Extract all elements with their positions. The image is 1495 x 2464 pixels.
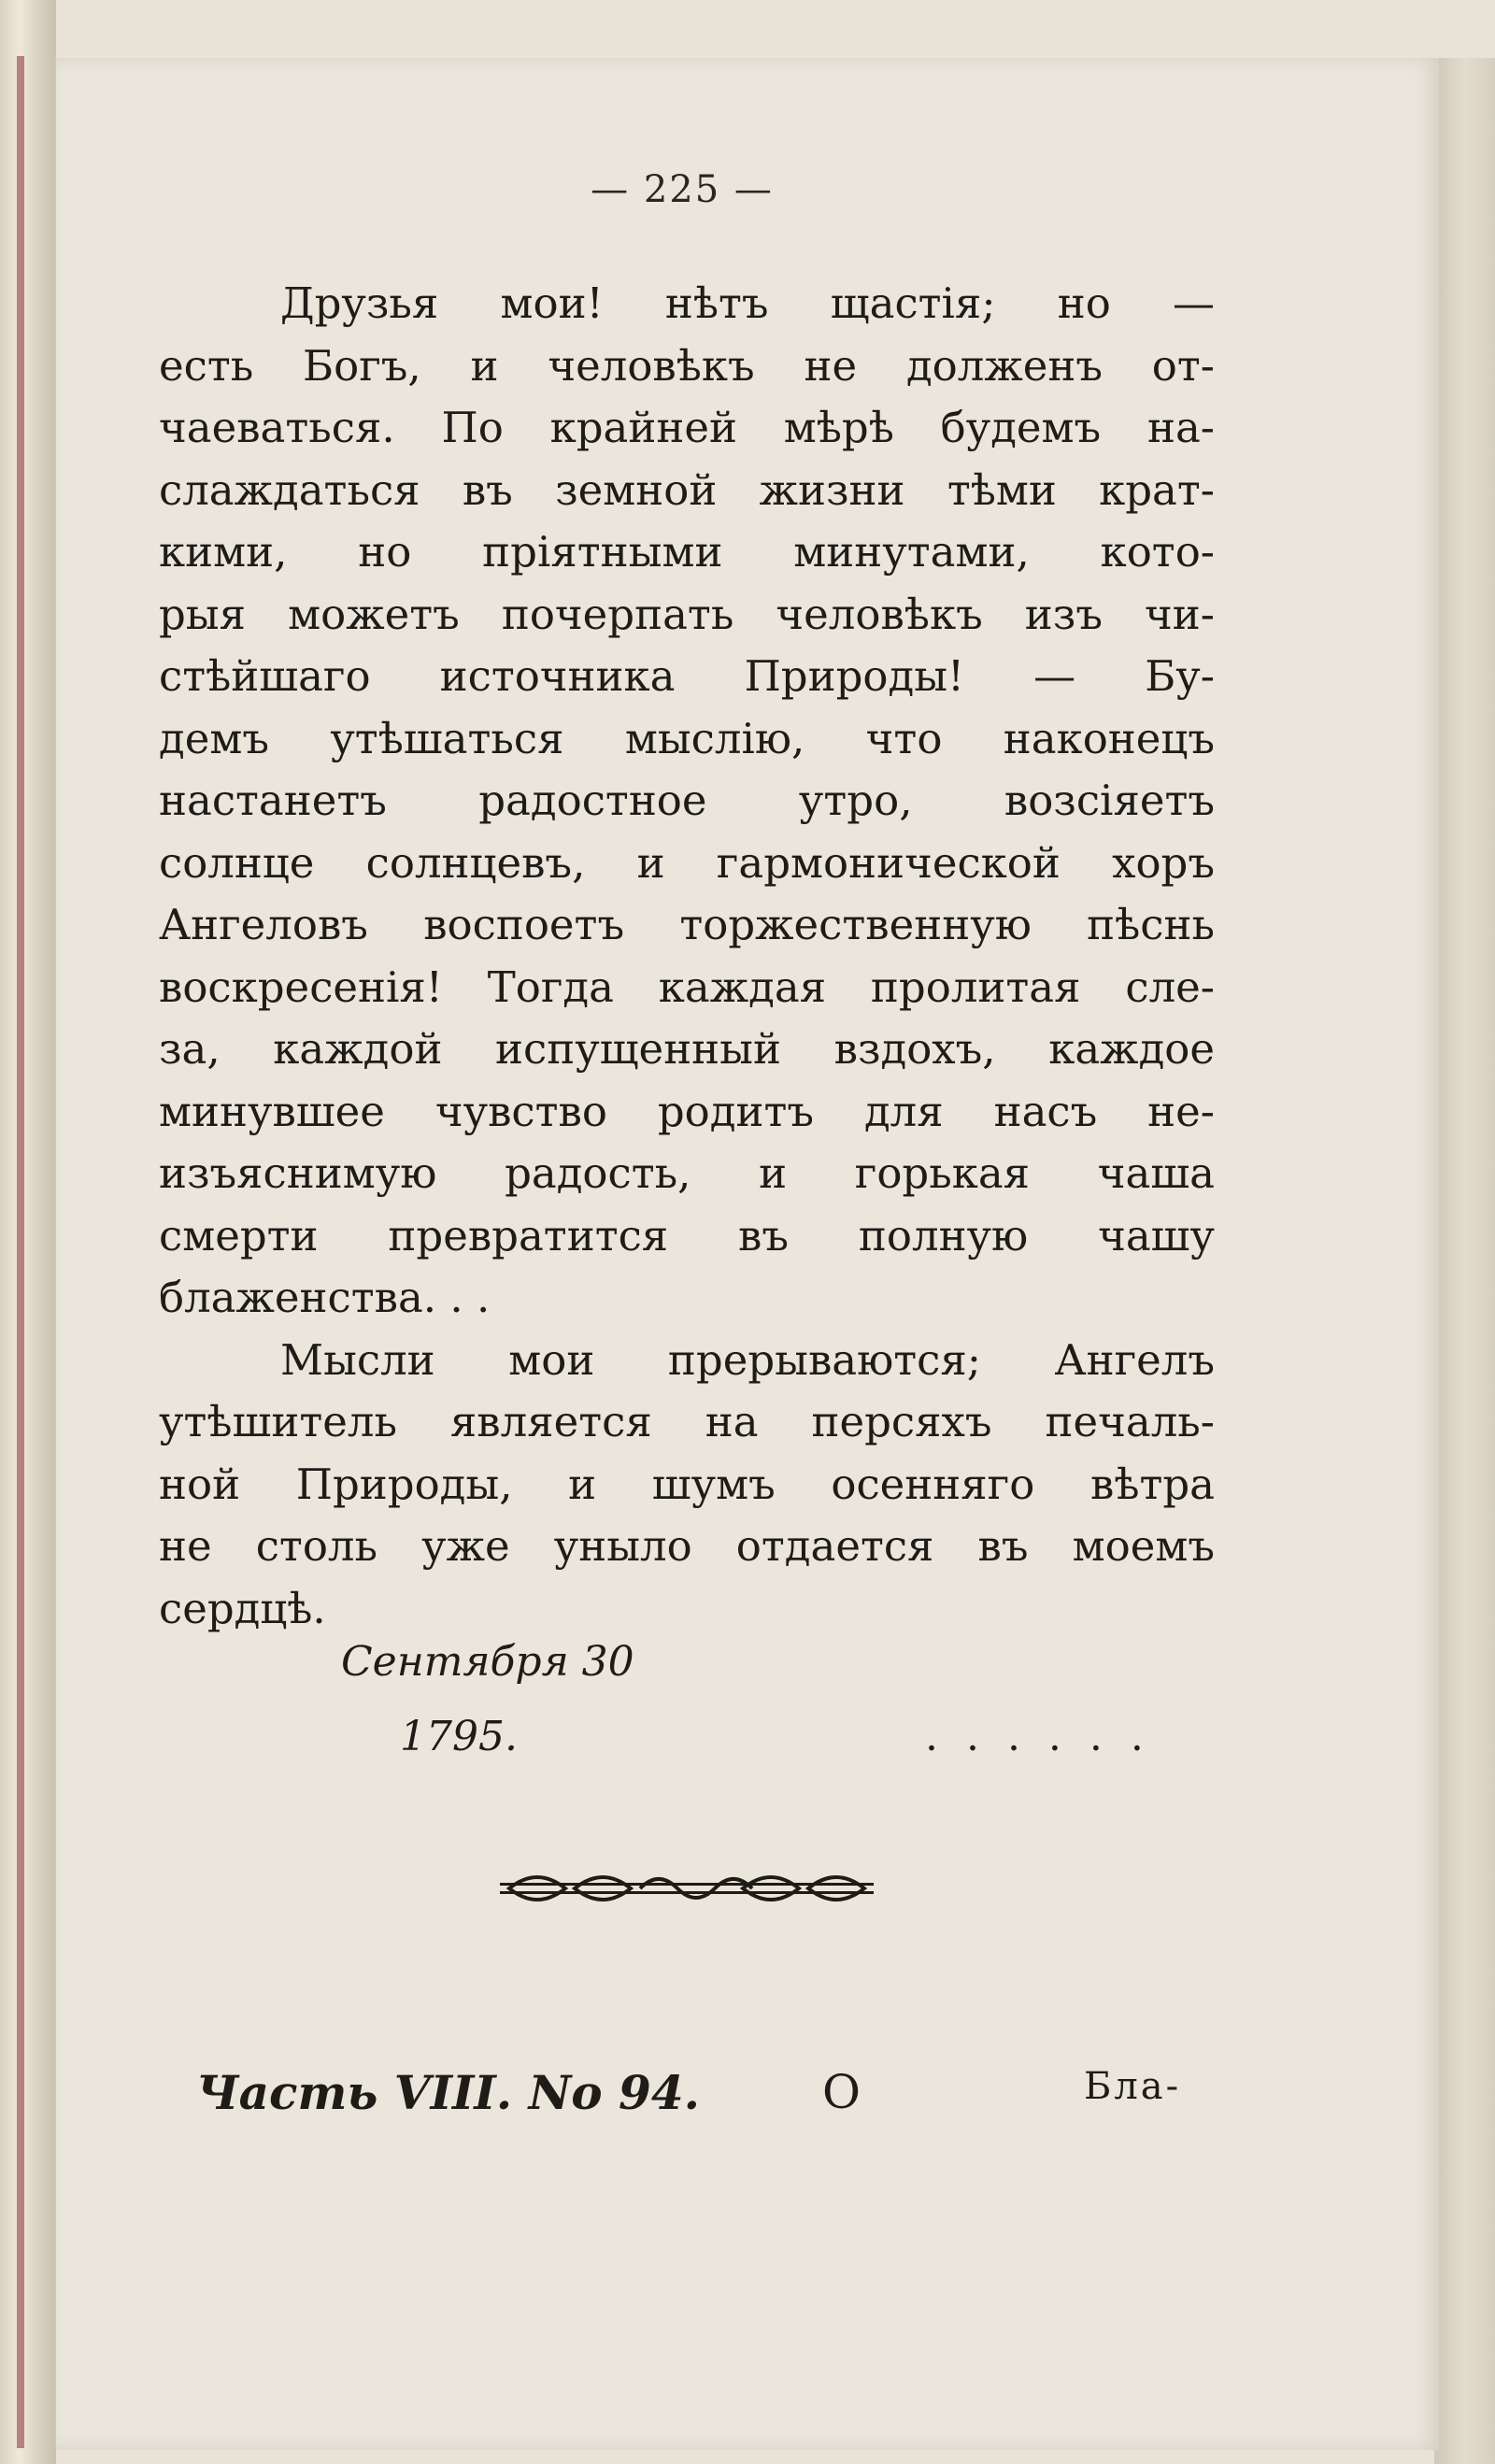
text-line: Ангеловъ воспоетъ торжественную пѣснь — [159, 900, 1215, 949]
year-line: 1795. — [400, 1713, 518, 1760]
page-edge-right — [1434, 58, 1495, 2464]
footer-signature: О — [822, 2065, 861, 2119]
text-line: за, каждой испущенный вздохъ, каждое — [159, 1024, 1215, 1074]
binding-edge — [17, 56, 24, 2448]
footer-catchword: Бла- — [1084, 2065, 1182, 2108]
text-line: изъяснимую радость, и горькая чаша — [159, 1148, 1215, 1198]
text-line: слаждаться въ земной жизни тѣми крат- — [159, 464, 1215, 515]
text-line: стѣйшаго источника Природы! — Бу- — [159, 651, 1215, 701]
text-line: сердцѣ. — [159, 1583, 326, 1633]
text-line: ной Природы, и шумъ осенняго вѣтра — [159, 1459, 1215, 1509]
text-line: Друзья мои! нѣтъ щастія; но — — [280, 278, 1215, 328]
ellipsis-dots: . . . . . . — [925, 1713, 1151, 1760]
text-line: демъ утѣшаться мыслію, что наконецъ — [159, 713, 1215, 763]
text-line: солнце солнцевъ, и гармонической хоръ — [159, 837, 1215, 888]
text-line: кими, но пріятными минутами, кото- — [159, 527, 1215, 577]
page-text — [159, 273, 1215, 1640]
text-line: рыя можетъ почерпать человѣкъ изъ чи- — [159, 589, 1215, 639]
page-number: — 225 — — [591, 168, 774, 211]
text-line: настанетъ радостное утро, возсіяетъ — [159, 776, 1215, 825]
text-line: утѣшитель является на персяхъ печаль- — [159, 1397, 1215, 1446]
text-line: блаженства. . . — [159, 1273, 491, 1322]
text-line: чаеваться. По крайней мѣрѣ будемъ на- — [159, 403, 1215, 452]
text-line: не столь уже уныло отдается въ моемъ — [159, 1521, 1215, 1571]
text-line: смерти превратится въ полную чашу — [159, 1210, 1215, 1260]
text-line: Мысли мои прерываются; Ангелъ — [280, 1334, 1215, 1385]
footer-part-number: Часть VIII. No 94. — [196, 2065, 701, 2120]
date-line: Сентября 30 — [341, 1638, 634, 1686]
text-line: минувшее чувство родитъ для насъ не- — [159, 1086, 1215, 1136]
text-line: воскресенія! Тогда каждая пролитая сле- — [159, 961, 1215, 1012]
ornament-divider — [500, 1862, 874, 1915]
text-line: есть Богъ, и человѣкъ не долженъ от- — [159, 340, 1215, 391]
book-binding — [0, 0, 56, 2464]
